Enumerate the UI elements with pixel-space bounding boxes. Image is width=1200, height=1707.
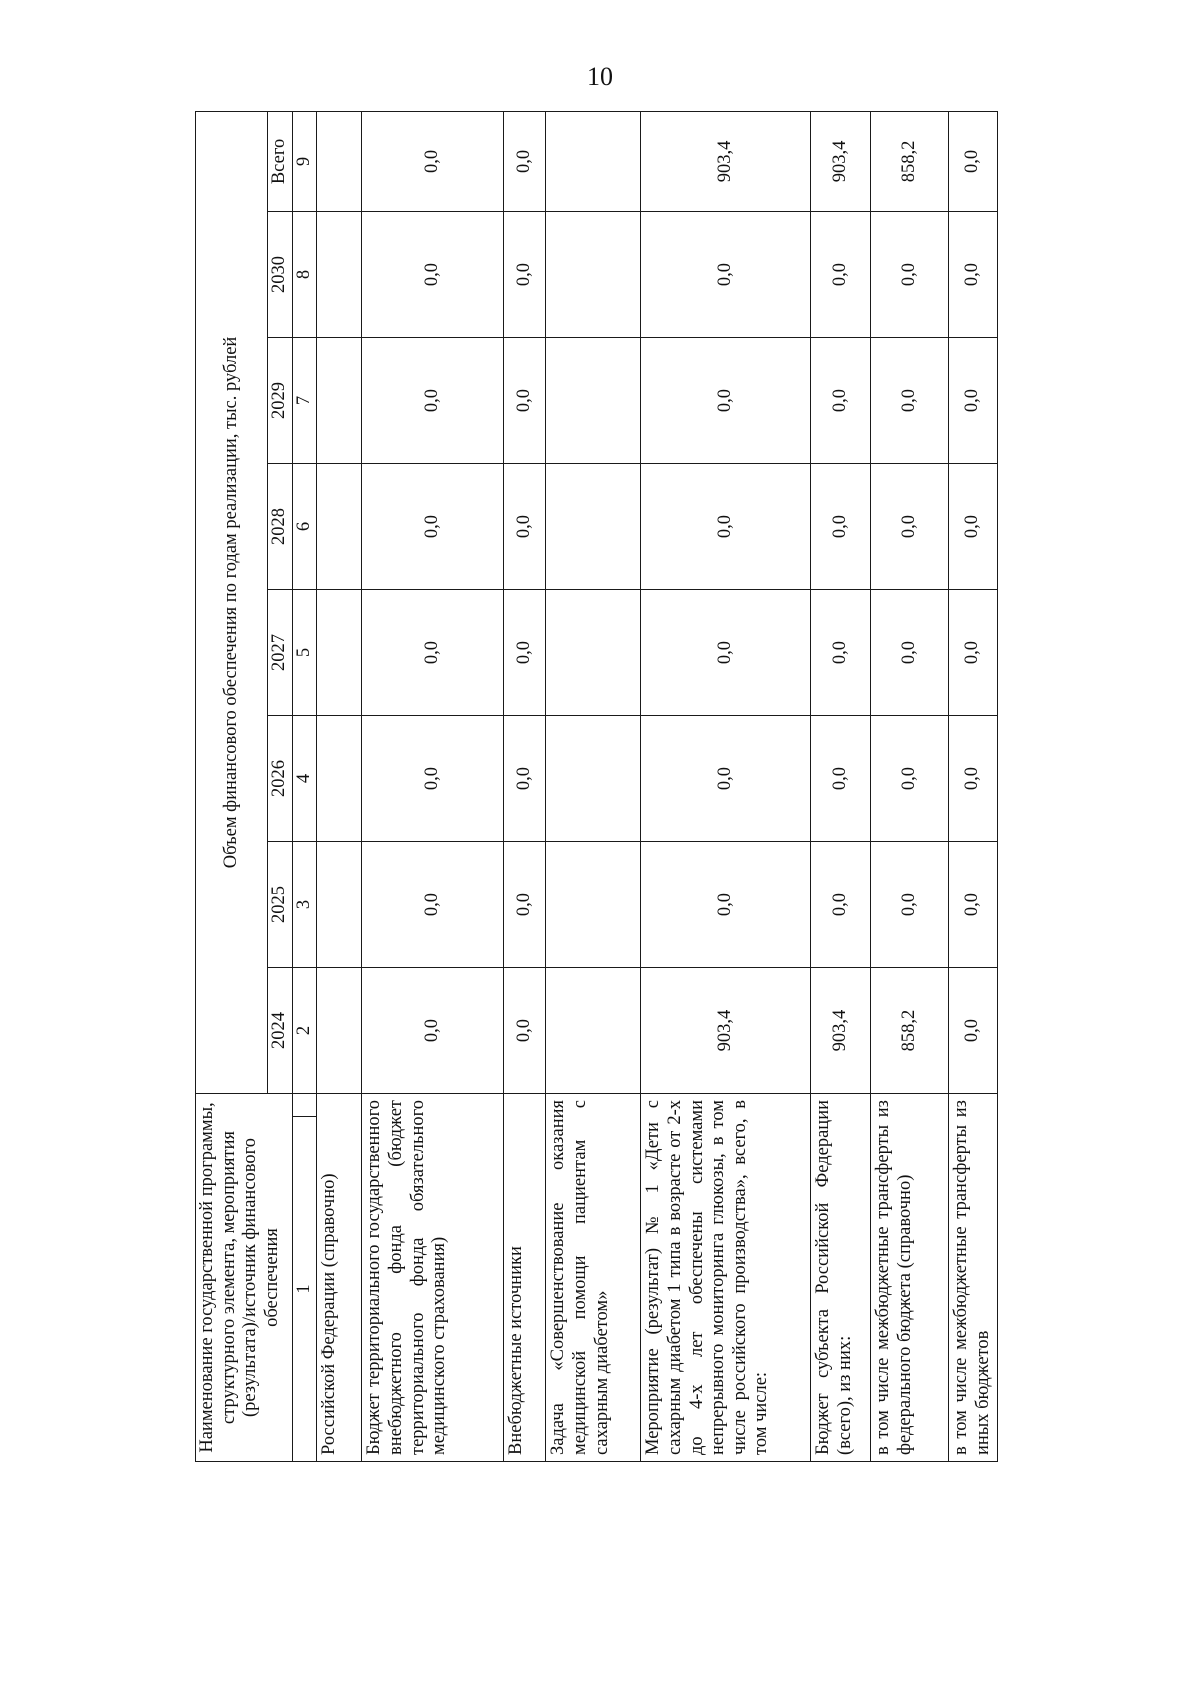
rotated-table-container: [195, 112, 1100, 1462]
row-value: 0,0: [949, 842, 997, 968]
table-row: [811, 111, 871, 1461]
column-number: 9: [292, 111, 317, 211]
row-value: [317, 590, 362, 716]
row-value: [546, 212, 641, 338]
page-number: 10: [587, 62, 613, 91]
header-year: 2030: [268, 212, 293, 338]
table-row: [362, 111, 504, 1461]
financing-table: [195, 111, 998, 1462]
row-value: [546, 968, 641, 1094]
column-number: 3: [292, 842, 317, 968]
row-value: 0,0: [362, 464, 504, 590]
row-name: в том числе межбюджетные трансферты из иных бюджетов: [949, 1094, 997, 1462]
row-value: [317, 338, 362, 464]
row-name: Задача «Совершенствование оказания медицинской помощи пациентам с сахарным диабетом»: [546, 1094, 641, 1462]
table-row: [949, 111, 997, 1461]
row-value: 0,0: [871, 716, 949, 842]
row-name: Бюджет территориального государственного внебюджетного фонда (бюджет территориального фонда обязательного медицинского страхования): [362, 1094, 504, 1462]
row-value: 0,0: [362, 842, 504, 968]
row-value: 0,0: [871, 590, 949, 716]
header-year: 2029: [268, 338, 293, 464]
column-number: 5: [292, 590, 317, 716]
row-value: 0,0: [641, 338, 811, 464]
row-value: 0,0: [949, 338, 997, 464]
row-value: [546, 716, 641, 842]
row-value: [317, 464, 362, 590]
row-value: [317, 842, 362, 968]
header-year: 2026: [268, 716, 293, 842]
row-value: 903,4: [811, 968, 871, 1094]
row-name: в том числе межбюджетные трансферты из федерального бюджета (справочно): [871, 1094, 949, 1462]
row-value: 0,0: [811, 842, 871, 968]
header-name-column: Наименование государственной программы, структурного элемента, мероприятия (результата)/источник финансового обеспечения: [196, 1094, 293, 1462]
column-number: 2: [292, 968, 317, 1094]
header-year: 2027: [268, 590, 293, 716]
row-value: 0,0: [504, 842, 546, 968]
row-value: 0,0: [871, 338, 949, 464]
column-numbers-row: [292, 111, 317, 1461]
header-year: 2028: [268, 464, 293, 590]
row-value: [317, 968, 362, 1094]
row-value: 903,4: [811, 111, 871, 211]
column-number: 7: [292, 338, 317, 464]
table-row: [317, 111, 362, 1461]
row-value: 0,0: [362, 111, 504, 211]
row-value: [546, 590, 641, 716]
row-value: 0,0: [871, 842, 949, 968]
row-value: 0,0: [504, 338, 546, 464]
row-value: 0,0: [641, 716, 811, 842]
row-value: 0,0: [362, 338, 504, 464]
row-value: [317, 716, 362, 842]
row-value: [546, 338, 641, 464]
row-value: 0,0: [362, 968, 504, 1094]
row-value: 0,0: [362, 212, 504, 338]
row-value: 0,0: [641, 842, 811, 968]
row-value: 0,0: [811, 464, 871, 590]
row-value: 0,0: [641, 590, 811, 716]
row-value: 0,0: [504, 111, 546, 211]
row-value: 0,0: [871, 464, 949, 590]
row-value: 858,2: [871, 111, 949, 211]
table-row: [546, 111, 641, 1461]
row-value: 0,0: [949, 716, 997, 842]
column-number-spacer: [292, 1094, 317, 1117]
header-year: 2024: [268, 968, 293, 1094]
row-value: [317, 212, 362, 338]
row-value: 0,0: [811, 338, 871, 464]
row-value: 858,2: [871, 968, 949, 1094]
column-number: 4: [292, 716, 317, 842]
header-year: 2025: [268, 842, 293, 968]
row-value: 0,0: [641, 464, 811, 590]
table-row: [871, 111, 949, 1461]
table-row: [504, 111, 546, 1461]
row-name: Мероприятие (результат) № 1 «Дети с сахарным диабетом 1 типа в возрасте от 2-х до 4-х лет обеспечены системами непрерывного мониторинга глюкозы, в том числе российского производства», всего, в том числе:: [641, 1094, 811, 1462]
row-value: 903,4: [641, 968, 811, 1094]
column-number: 1: [292, 1117, 317, 1462]
row-value: 0,0: [949, 590, 997, 716]
header-total: Всего: [268, 111, 293, 211]
row-value: 0,0: [811, 212, 871, 338]
row-value: 0,0: [362, 590, 504, 716]
row-value: 0,0: [504, 590, 546, 716]
row-value: 903,4: [641, 111, 811, 211]
header-volume-column: Объем финансового обеспечения по годам реализации, тыс. рублей: [196, 111, 268, 1093]
row-value: 0,0: [949, 968, 997, 1094]
row-value: 0,0: [949, 464, 997, 590]
row-value: [546, 111, 641, 211]
row-value: 0,0: [504, 212, 546, 338]
row-value: 0,0: [811, 716, 871, 842]
row-value: 0,0: [871, 212, 949, 338]
row-name: Бюджет субъекта Российской Федерации (всего), из них:: [811, 1094, 871, 1462]
row-value: 0,0: [949, 212, 997, 338]
row-value: [317, 111, 362, 211]
row-name: Российской Федерации (справочно): [317, 1094, 362, 1462]
header-row: [196, 111, 268, 1461]
column-number: 8: [292, 212, 317, 338]
row-value: 0,0: [504, 716, 546, 842]
row-name: Внебюджетные источники: [504, 1094, 546, 1462]
row-value: [546, 464, 641, 590]
row-value: [546, 842, 641, 968]
row-value: 0,0: [949, 111, 997, 211]
row-value: 0,0: [504, 464, 546, 590]
row-value: 0,0: [504, 968, 546, 1094]
row-value: 0,0: [811, 590, 871, 716]
column-number: 6: [292, 464, 317, 590]
row-value: 0,0: [641, 212, 811, 338]
row-value: 0,0: [362, 716, 504, 842]
table-row: [641, 111, 811, 1461]
